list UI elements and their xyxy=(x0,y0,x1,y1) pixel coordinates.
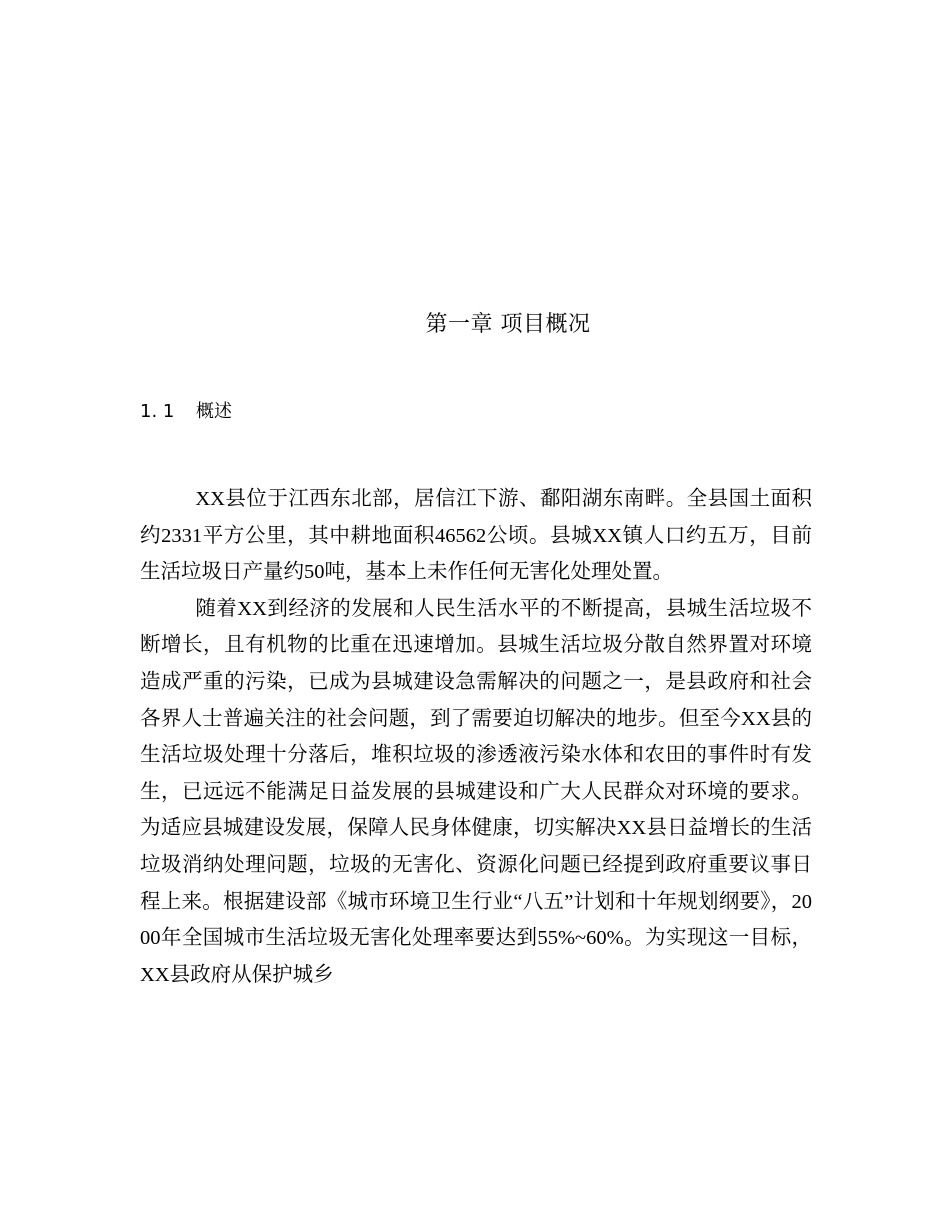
section-title: 概述 xyxy=(196,401,232,422)
chapter-title: 第一章 项目概况 xyxy=(425,312,591,337)
section-heading xyxy=(140,398,232,426)
body-text xyxy=(140,481,812,993)
section-number: 1. 1 xyxy=(140,401,175,422)
paragraph: 随着XX到经济的发展和人民生活水平的不断提高，县城生活垃圾不断增长，且有机物的比重在迅速增加。县城生活垃圾分散自然界置对环境造成严重的污染，已成为县城建设急需解决的问题之一，是县政府和社会各界人士普遍关注的社会问题，到了需要迫切解决的地步。但至今XX县的生活垃圾处理十分落后，堆积垃圾的渗透液污染水体和农田的事件时有发生，已远远不能满足日益发展的县城建设和广大人民群众对环境的要求。为适应县城建设发展，保障人民身体健康，切实解决XX县日益增长的生活垃圾消纳处理问题，垃圾的无害化、资源化问题已经提到政府重要议事日程上来。根据建设部《城市环境卫生行业“八五”计划和十年规划纲要》，2000年全国城市生活垃圾无害化处理率要达到55%~60%。为实现这一目标，XX县政府从保护城乡 xyxy=(140,597,812,986)
paragraph: XX县位于江西东北部，居信江下游、鄱阳湖东南畔。全县国土面积约2331平方公里，其中耕地面积46562公顷。县城XX镇人口约五万，目前生活垃圾日产量约50吨，基本上未作任何无害化处理处置。 xyxy=(140,488,812,584)
